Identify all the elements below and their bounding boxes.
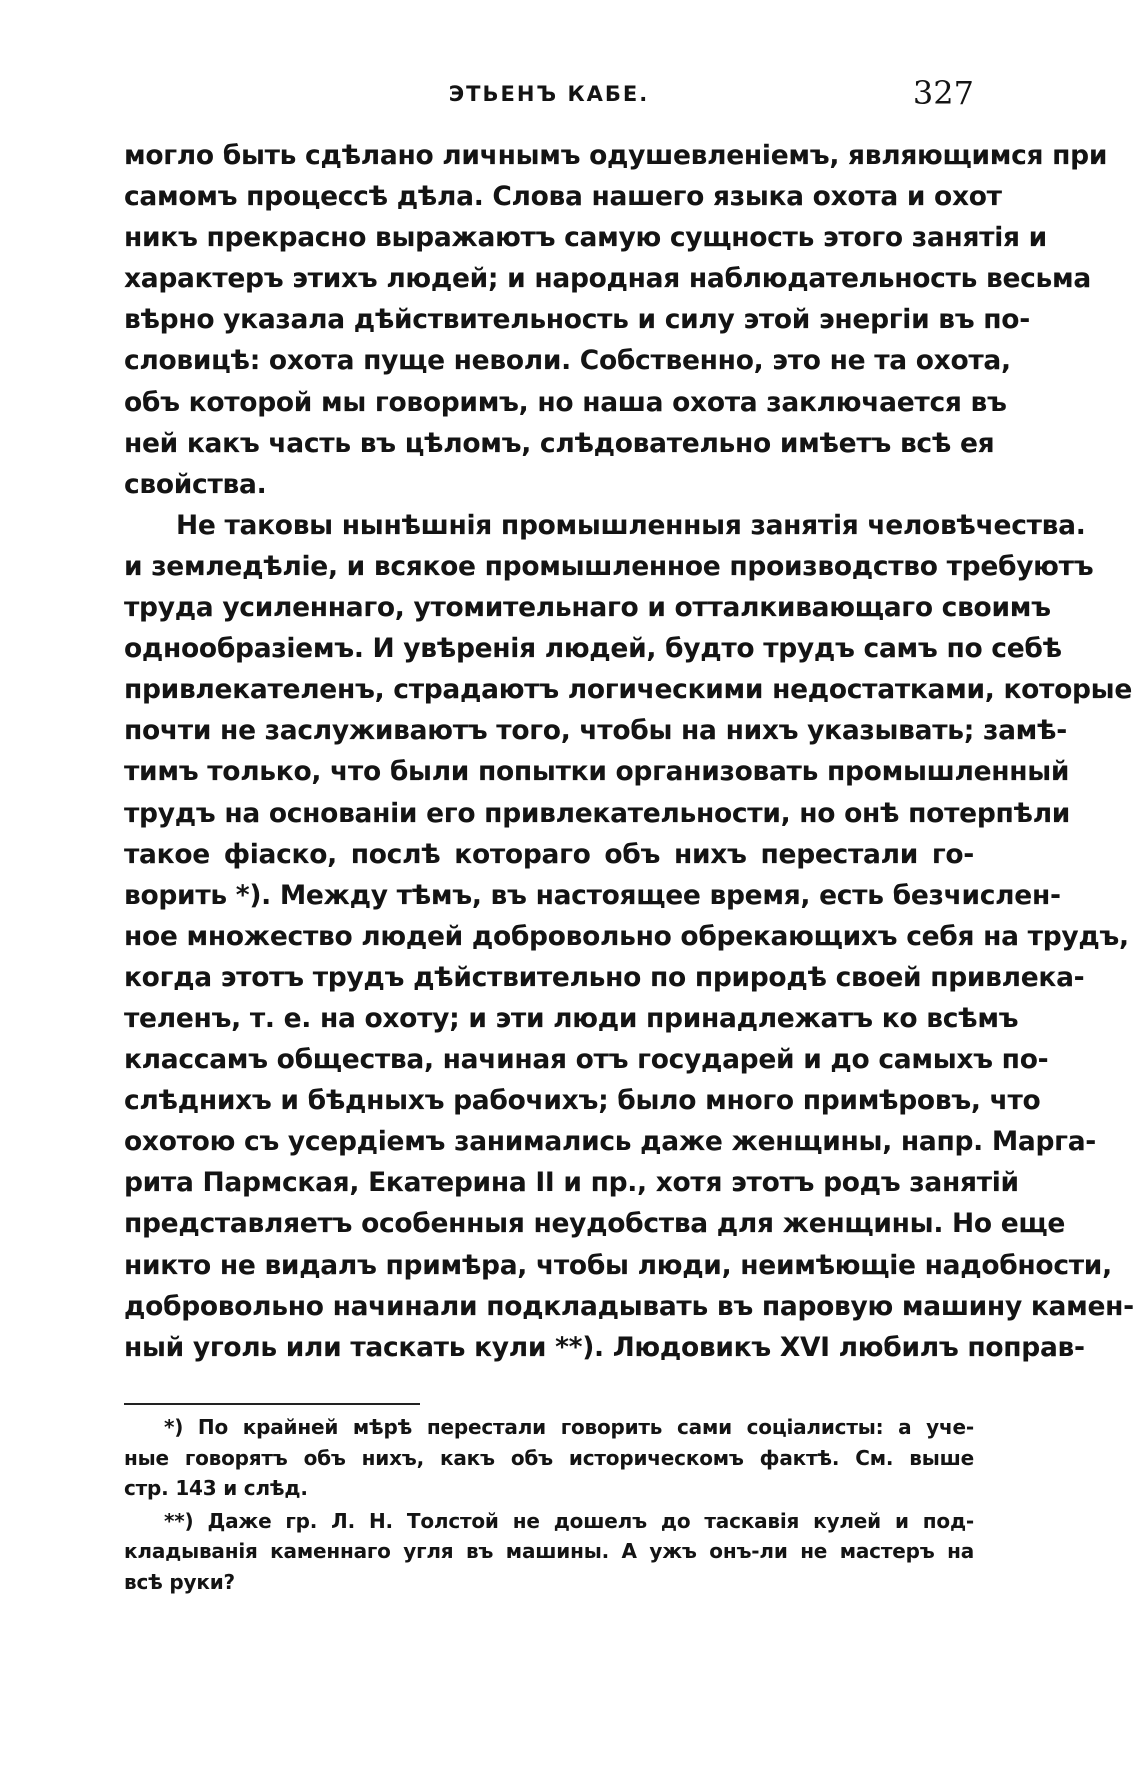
text-line: такое фіаско, послѣ котораго объ нихъ перестали го- <box>124 838 974 870</box>
text-line: самомъ процессѣ дѣла. Слова нашего языка охота и охот <box>124 181 1002 213</box>
text-line: объ которой мы говоримъ, но наша охота заключается въ <box>124 386 1007 418</box>
text-line: ней какъ часть въ цѣломъ, слѣдовательно имѣетъ всѣ ея <box>124 427 995 459</box>
text-line: и земледѣліе, и всякое промышленное производство требуютъ <box>124 550 1094 582</box>
text-line: словицѣ: охота пуще неволи. Собственно, это не та охота, <box>124 345 1011 377</box>
footnote-divider <box>124 1403 420 1405</box>
footnote-2 <box>124 1506 974 1598</box>
text-line: тимъ только, что были попытки организовать промышленный <box>124 756 1070 788</box>
text-line: теленъ, т. е. на охоту; и эти люди принадлежатъ ко всѣмъ <box>124 1002 1019 1034</box>
text-line: почти не заслуживаютъ того, чтобы на нихъ указывать; замѣ- <box>124 715 1067 747</box>
text-line: классамъ общества, начиная отъ государей и до самыхъ по- <box>124 1044 1049 1076</box>
running-header <box>124 74 974 118</box>
text-line: привлекателенъ, страдаютъ логическими недостатками, которые <box>124 674 1133 706</box>
paragraph-2 <box>124 505 1134 1368</box>
text-line: ное множество людей добровольно обрекающихъ себя на трудъ, <box>124 920 1129 952</box>
paragraph-1 <box>124 135 1108 505</box>
text-line: свойства. <box>124 468 267 500</box>
running-title: ЭТЬЕНЪ КАБЕ. <box>448 82 650 106</box>
text-line: рита Пармская, Екатерина II и пр., хотя этотъ родъ занятій <box>124 1167 1019 1199</box>
footnote-line: *) По крайней мѣрѣ перестали говорить сами соціалисты: а уче- <box>164 1415 974 1439</box>
text-line: ный уголь или таскать кули **). Людовикъ XVI любилъ поправ- <box>124 1331 1085 1363</box>
footnote-line: стр. 143 и слѣд. <box>124 1476 308 1500</box>
text-line: вѣрно указала дѣйствительность и силу этой энергіи въ по- <box>124 304 1030 336</box>
text-line: когда этотъ трудъ дѣйствительно по природѣ своей привлека- <box>124 961 1085 993</box>
text-line: труда усиленнаго, утомительнаго и отталкивающаго своимъ <box>124 592 1051 624</box>
text-line: трудъ на основаніи его привлекательности, но онѣ потерпѣли <box>124 797 1071 829</box>
footnote-line: **) Даже гр. Л. Н. Толстой не дошелъ до таскавія кулей и под- <box>164 1508 974 1533</box>
footnotes <box>124 1412 974 1597</box>
main-text <box>124 135 1134 1368</box>
text-line: представляетъ особенныя неудобства для женщины. Но еще <box>124 1208 1066 1240</box>
text-line: никто не видалъ примѣра, чтобы люди, неимѣющіе надобности, <box>124 1249 1112 1281</box>
page-number: 327 <box>912 74 974 112</box>
text-line: добровольно начинали подкладывать въ паровую машину камен- <box>124 1290 1134 1322</box>
text-line: охотою съ усердіемъ занимались даже женщины, напр. Марга- <box>124 1126 1097 1158</box>
text-line: слѣднихъ и бѣдныхъ рабочихъ; было много примѣровъ, что <box>124 1085 1041 1117</box>
text-line: однообразіемъ. И увѣренія людей, будто трудъ самъ по себѣ <box>124 633 1062 665</box>
text-line: характеръ этихъ людей; и народная наблюдательность весьма <box>124 263 1091 295</box>
text-line: никъ прекрасно выражаютъ самую сущность этого занятія и <box>124 222 1047 254</box>
footnote-line: ные говорятъ объ нихъ, какъ объ историческомъ фактѣ. См. выше <box>124 1445 974 1470</box>
footnote-line: кладыванія каменнаго угля въ машины. А ужъ онъ-ли не мастеръ на <box>124 1539 974 1563</box>
footnote-1 <box>124 1412 974 1504</box>
text-line: ворить *). Между тѣмъ, въ настоящее время, есть безчислен- <box>124 879 1061 911</box>
text-line: Не таковы нынѣшнія промышленныя занятія человѣчества. <box>176 509 1086 541</box>
footnote-line: всѣ руки? <box>124 1569 235 1594</box>
text-line: могло быть сдѣлано личнымъ одушевленіемъ, являющимся при <box>124 140 1108 171</box>
